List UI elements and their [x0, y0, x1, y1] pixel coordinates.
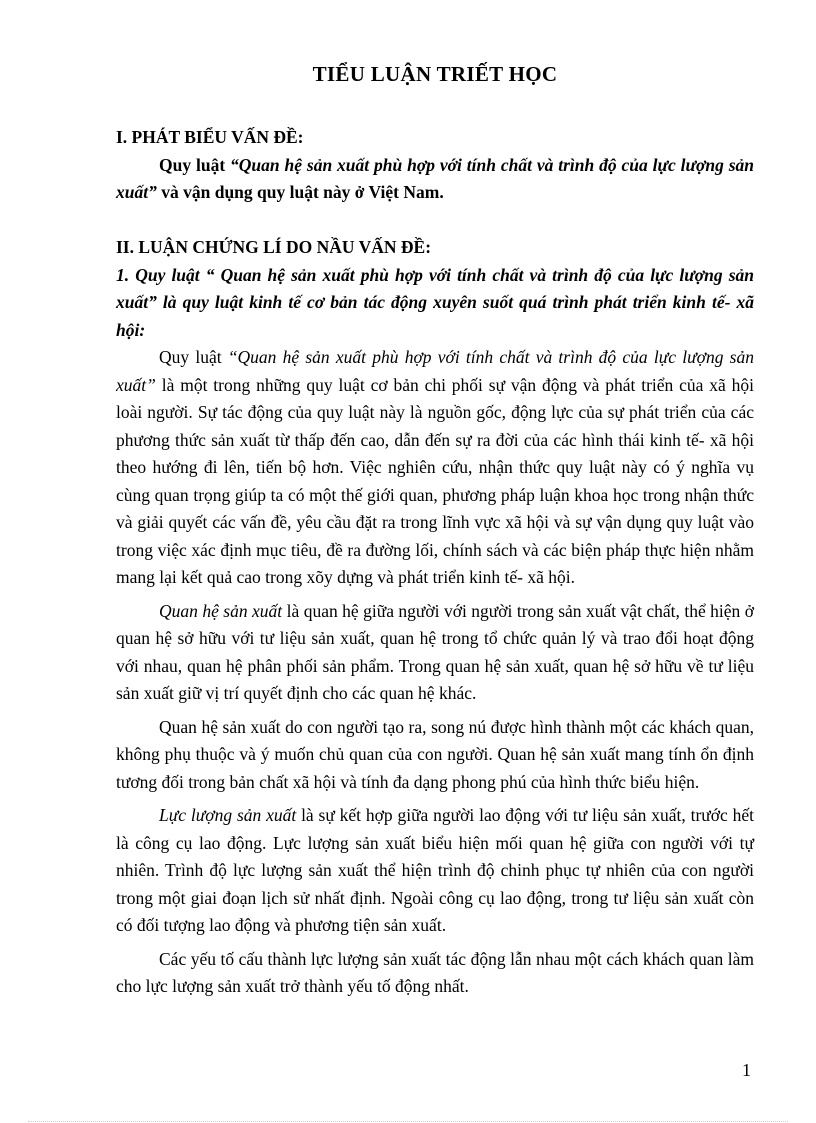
paragraph-5: Các yếu tố cấu thành lực lượng sản xuất tác động lẫn nhau một cách khách quan làm cho lực lượng sản xuất trở thành yếu tố động nhất.: [116, 948, 754, 996]
paragraph-4-body: là sự kết hợp giữa người lao động với tư liệu sản xuất, trước hết là công cụ lao động. Lực lượng sản xuất biểu hiện mối quan hệ giữa con người với tự nhiên. Trình độ lực lượng sản xuất thể hiện trình độ chinh phục tự nhiên của con người trong một giai đoạn lịch sử nhất định. Ngoài công cụ lao động, trong tư liệu sản xuất còn có đối tượng lao động và phương tiện sản xuất.: [116, 805, 754, 935]
problem-statement: [116, 152, 754, 207]
section-2-heading: II. LUẬN CHỨNG LÍ DO NẦU VẤN ĐỀ:: [116, 237, 432, 257]
term-production-relations: Quan hệ sản xuất: [159, 600, 283, 621]
problem-statement-suffix: và vận dụng quy luật này ở Việt Nam.: [156, 182, 444, 202]
paragraph-2-body: là quan hệ giữa người với người trong sản xuất vật chất, thể hiện ở quan hệ sở hữu với tư liệu sản xuất, quan hệ trong tổ chức quản lý và trao đổi hoạt động với nhau, quan hệ phân phối sản phẩm. Trong quan hệ sản xuất, quan hệ sở hữu về tư liệu sản xuất giữ vị trí quyết định cho các quan hệ khác.: [116, 600, 754, 703]
section-2: [116, 234, 754, 1007]
problem-statement-law: “Quan hệ sản xuất phù hợp với tính chất và trình độ của lực lượng sản xuất”: [116, 154, 754, 202]
page-bottom-divider: [28, 1121, 788, 1122]
paragraph-1-prefix: Quy luật: [159, 347, 228, 367]
paragraph-1-body: là một trong những quy luật cơ bản chi phối sự vận động và phát triển của xã hội loài người. Sự tác động của quy luật này là nguồn gốc, động lực của sự phát triển của các phương thức sản xuất từ thấp đến cao, dẫn đến sự ra đời của các hình thái kinh tế- xã hội theo hướng đi lên, tiến bộ hơn. Việc nghiên cứu, nhận thức quy luật này có ý nghĩa vụ cùng quan trọng giúp ta có một thế giới quan, phương pháp luận khoa học trong nhận thức và giải quyết các vấn đề, yêu cầu đặt ra trong lĩnh vực xã hội và sự vận dụng quy luật vào trong việc xác định mục tiêu, đề ra đường lối, chính sách và các biện pháp thực hiện nhằm mang lại kết quả cao trong xõy dựng và phát triển kinh tế- xã hội.: [116, 374, 754, 587]
paragraph-3: Quan hệ sản xuất do con người tạo ra, song nú được hình thành một các khách quan, không phụ thuộc và ý muốn chủ quan của con người. Quan hệ sản xuất mang tính ổn định tương đối trong bản chất xã hội và tính đa dạng phong phú của hình thức biểu hiện.: [116, 716, 754, 792]
term-productive-forces: Lực lượng sản xuất: [159, 805, 297, 825]
problem-statement-prefix: Quy luật: [159, 154, 231, 175]
section-1: [116, 124, 754, 207]
paragraph-1-law: “Quan hệ sản xuất phù hợp với tính chất và trình độ của lực lượng sản xuất”: [116, 347, 754, 395]
paragraph-2: [116, 598, 754, 708]
paragraph-1: [116, 344, 754, 592]
section-2-subheading: 1. Quy luật “ Quan hệ sản xuất phù hợp với tính chất và trình độ của lực lượng sản xuất” là quy luật kinh tế cơ bản tác động xuyên suốt quá trình phát triển kinh tế- xã hội:: [116, 264, 754, 340]
document-title: TIỂU LUẬN TRIẾT HỌC: [312, 62, 558, 86]
paragraph-4: [116, 802, 754, 940]
section-1-heading: I. PHÁT BIỂU VẤN ĐỀ:: [116, 127, 304, 147]
page-number: 1: [742, 1060, 751, 1080]
